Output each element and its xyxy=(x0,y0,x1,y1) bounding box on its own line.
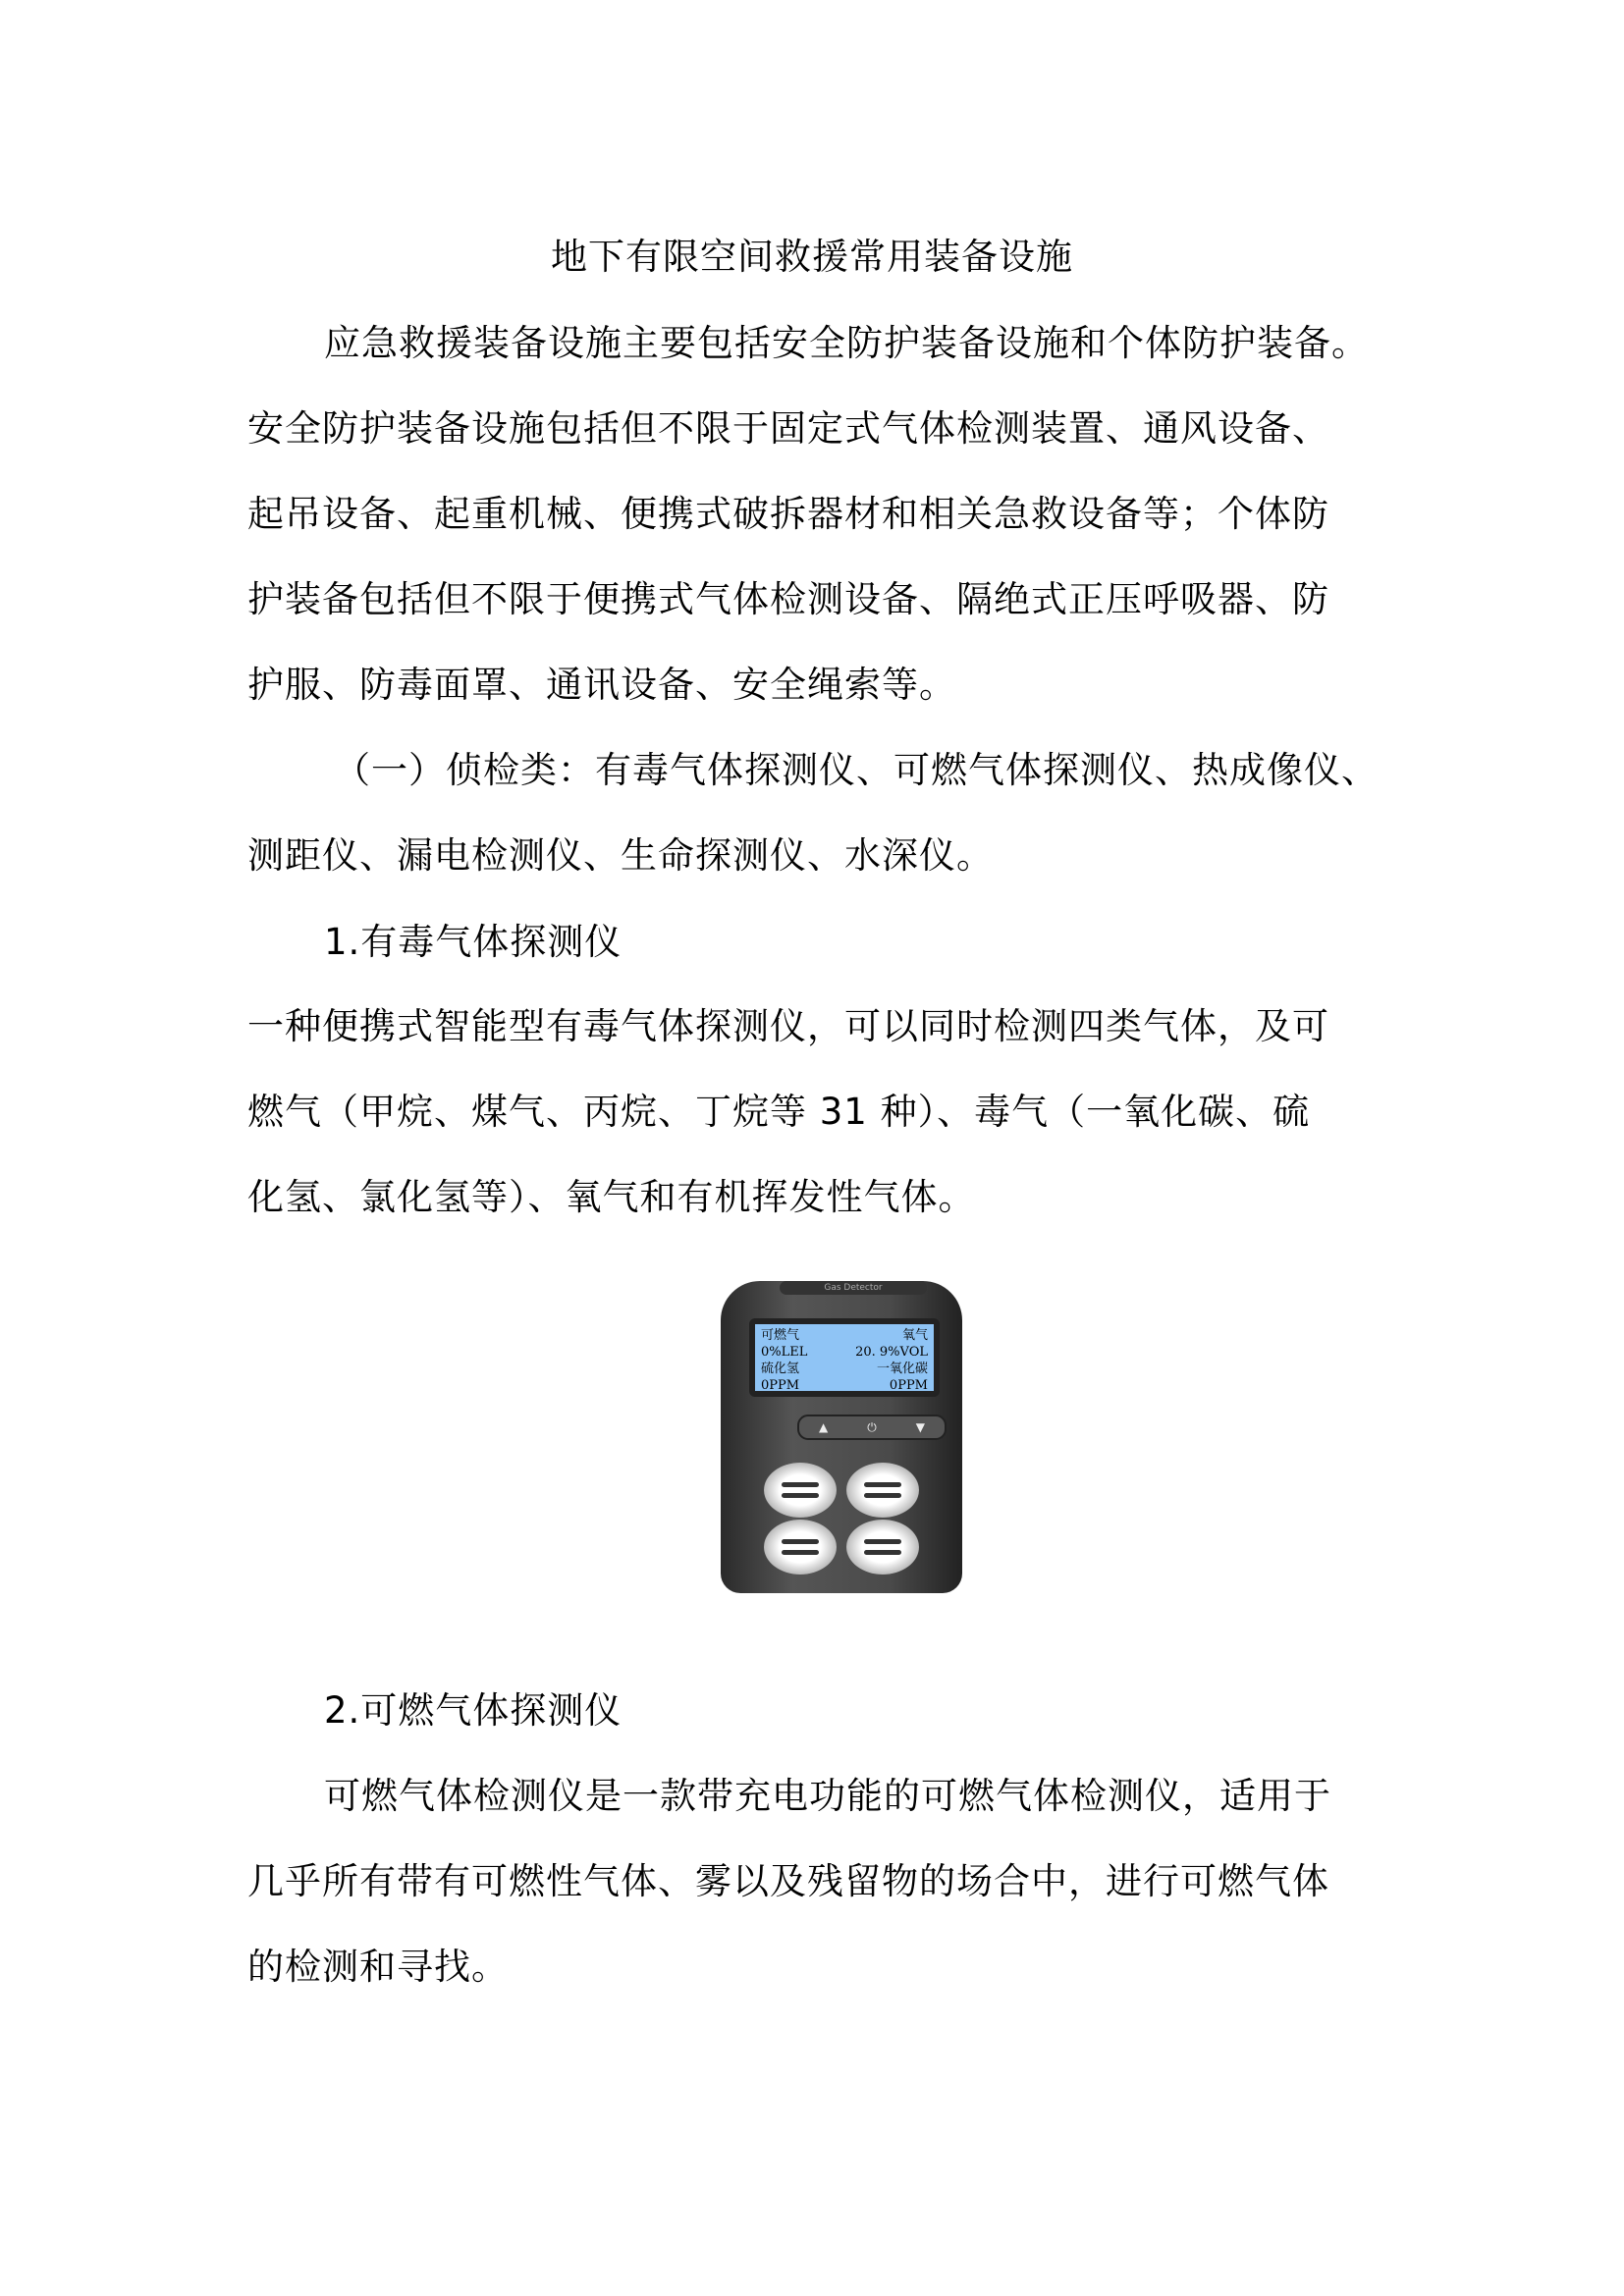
paragraph-line: 可燃气体检测仪是一款带充电功能的可燃气体检测仪，适用于 xyxy=(324,1775,1331,1817)
section-heading: 2.可燃气体探测仪 xyxy=(324,1689,623,1732)
power-icon: ⏻ xyxy=(867,1419,877,1434)
screen-text: 20. 9%VOL xyxy=(855,1345,928,1360)
screen-text: 氧气 xyxy=(901,1328,928,1343)
document-title: 地下有限空间救援常用装备设施 xyxy=(551,236,1073,278)
paragraph-line: 护装备包括但不限于便携式气体检测设备、隔绝式正压呼吸器、防 xyxy=(247,578,1329,620)
up-arrow-icon: ▲ xyxy=(819,1420,829,1434)
paragraph-line: 几乎所有带有可燃性气体、雾以及残留物的场合中，进行可燃气体 xyxy=(247,1860,1329,1902)
screen-text: 一氧化碳 xyxy=(876,1362,928,1376)
section-heading: 1.有毒气体探测仪 xyxy=(324,921,623,963)
screen-text: 0PPM xyxy=(761,1378,800,1393)
device-screen xyxy=(749,1318,940,1397)
device-label: Gas Detector xyxy=(780,1281,927,1295)
device-body xyxy=(721,1281,962,1593)
screen-text: 硫化氢 xyxy=(761,1362,800,1376)
paragraph-line: 的检测和寻找。 xyxy=(247,1946,509,1988)
screen-text: 0PPM xyxy=(889,1378,928,1393)
paragraph-line: 燃气（甲烷、煤气、丙烷、丁烷等 31 种）、毒气（一氧化碳、硫 xyxy=(247,1091,1311,1133)
sensor-icon xyxy=(846,1463,919,1518)
device-buttons xyxy=(797,1415,947,1440)
gas-detector-image xyxy=(709,1266,974,1605)
screen-text: 可燃气 xyxy=(761,1328,800,1343)
screen-text: 0%LEL xyxy=(761,1345,808,1360)
sensor-icon xyxy=(846,1520,919,1575)
paragraph-line: 化氢、氯化氢等）、氧气和有机挥发性气体。 xyxy=(247,1176,976,1218)
paragraph-line: （一）侦检类：有毒气体探测仪、可燃气体探测仪、热成像仪、 xyxy=(334,749,1379,791)
sensor-icon xyxy=(764,1463,837,1518)
paragraph-line: 安全防护装备设施包括但不限于固定式气体检测装置、通风设备、 xyxy=(247,407,1329,450)
paragraph-line: 起吊设备、起重机械、便携式破拆器材和相关急救设备等；个体防 xyxy=(247,493,1329,535)
paragraph-line: 应急救援装备设施主要包括安全防护装备设施和个体防护装备。 xyxy=(324,322,1369,364)
down-arrow-icon: ▼ xyxy=(915,1420,925,1434)
sensor-icon xyxy=(764,1520,837,1575)
paragraph-line: 护服、防毒面罩、通讯设备、安全绳索等。 xyxy=(247,664,956,706)
paragraph-line: 一种便携式智能型有毒气体探测仪，可以同时检测四类气体，及可 xyxy=(247,1005,1329,1047)
paragraph-line: 测距仪、漏电检测仪、生命探测仪、水深仪。 xyxy=(247,834,994,877)
